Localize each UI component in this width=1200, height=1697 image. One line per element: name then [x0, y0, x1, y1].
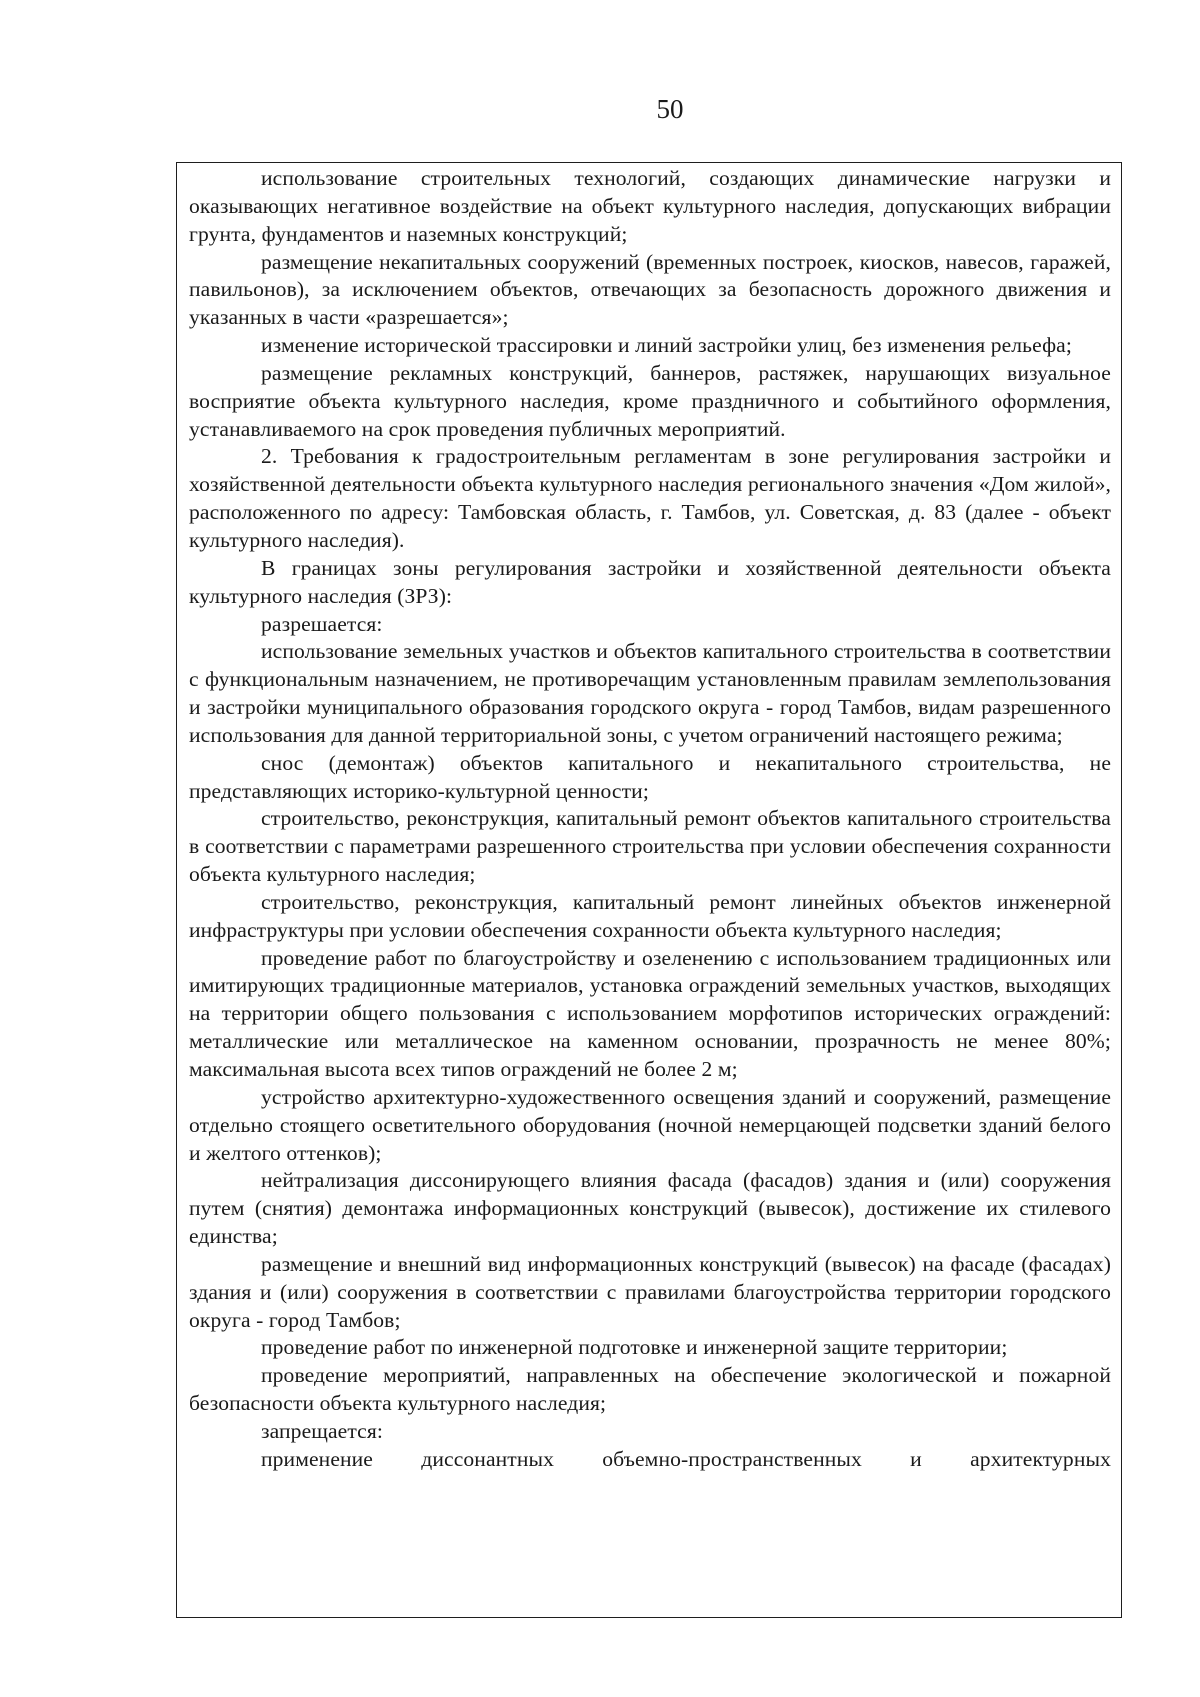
allowed-item-5: проведение работ по благоустройству и озеленению с использованием традиционных или имитирующих традиционные материалов, установка ограждений земельных участков, выходящих на территории общего пользования с использованием морфотипов исторических ограждений: металлические или металлическое на каменном основании, прозрачность не менее 80%; максимальная высота всех типов ограждений не более 2 м; [189, 945, 1111, 1081]
paragraph-3: изменение исторической трассировки и линий застройки улиц, без изменения рельефа; [261, 333, 1072, 358]
section-2-heading-paragraph: 2. Требования к градостроительным регламентам в зоне регулирования застройки и хозяйственной деятельности объекта культурного наследия регионального значения «Дом жилой», расположенного по адресу: Тамбовская область, г. Тамбов, ул. Советская, д. 83 (далее - объект культурного наследия). [189, 444, 1111, 552]
paragraph-zone-intro: В границах зоны регулирования застройки и хозяйственной деятельности объекта культурного наследия (ЗРЗ): [189, 555, 1111, 608]
allowed-heading: разрешается: [261, 611, 383, 636]
forbidden-heading: запрещается: [261, 1418, 383, 1443]
allowed-item-10: проведение мероприятий, направленных на обеспечение экологической и пожарной безопасности объекта культурного наследия; [189, 1363, 1111, 1416]
allowed-item-1: использование земельных участков и объектов капитального строительства в соответствии с функциональным назначением, не противоречащим установленным правилам землепользования и застройки муниципального образования городского округа - город Тамбов, видам разрешенного использования для данной территориальной зоны, с учетом ограничений настоящего режима; [189, 639, 1111, 747]
forbidden-item-1: применение диссонантных объемно-пространственных и архитектурных [261, 1446, 1111, 1471]
allowed-item-7: нейтрализация диссонирующего влияния фасада (фасадов) здания и (или) сооружения путем (снятия) демонтажа информационных конструкций (вывесок), достижение их стилевого единства; [189, 1168, 1111, 1249]
allowed-item-4: строительство, реконструкция, капитальный ремонт линейных объектов инженерной инфраструктуры при условии обеспечения сохранности объекта культурного наследия; [189, 889, 1111, 942]
allowed-item-9: проведение работ по инженерной подготовке и инженерной защите территории; [261, 1335, 1008, 1360]
allowed-item-2: снос (демонтаж) объектов капитального и некапитального строительства, не представляющих историко-культурной ценности; [189, 750, 1111, 803]
text-frame [176, 162, 1122, 1618]
allowed-item-8: размещение и внешний вид информационных конструкций (вывесок) на фасаде (фасадах) здания и (или) сооружения в соответствии с правилами благоустройства территории городского округа - город Тамбов; [189, 1251, 1111, 1332]
allowed-item-6: устройство архитектурно-художественного освещения зданий и сооружений, размещение отдельно стоящего осветительного оборудования (ночной немерцающей подсветки зданий белого и желтого оттенков); [189, 1084, 1111, 1165]
page-number: 50 [656, 94, 684, 124]
paragraph-4: размещение рекламных конструкций, баннеров, растяжек, нарушающих визуальное восприятие объекта культурного наследия, кроме праздничного и событийного оформления, устанавливаемого на срок проведения публичных мероприятий. [189, 360, 1111, 441]
paragraph-2: размещение некапитальных сооружений (временных построек, киосков, навесов, гаражей, павильонов), за исключением объектов, отвечающих за безопасность дорожного движения и указанных в части «разрешается»; [189, 249, 1111, 330]
allowed-item-3: строительство, реконструкция, капитальный ремонт объектов капитального строительства в соответствии с параметрами разрешенного строительства при условии обеспечения сохранности объекта культурного наследия; [189, 806, 1111, 887]
paragraph-1: использование строительных технологий, создающих динамические нагрузки и оказывающих негативное воздействие на объект культурного наследия, допускающих вибрации грунта, фундаментов и наземных конструкций; [189, 166, 1111, 246]
